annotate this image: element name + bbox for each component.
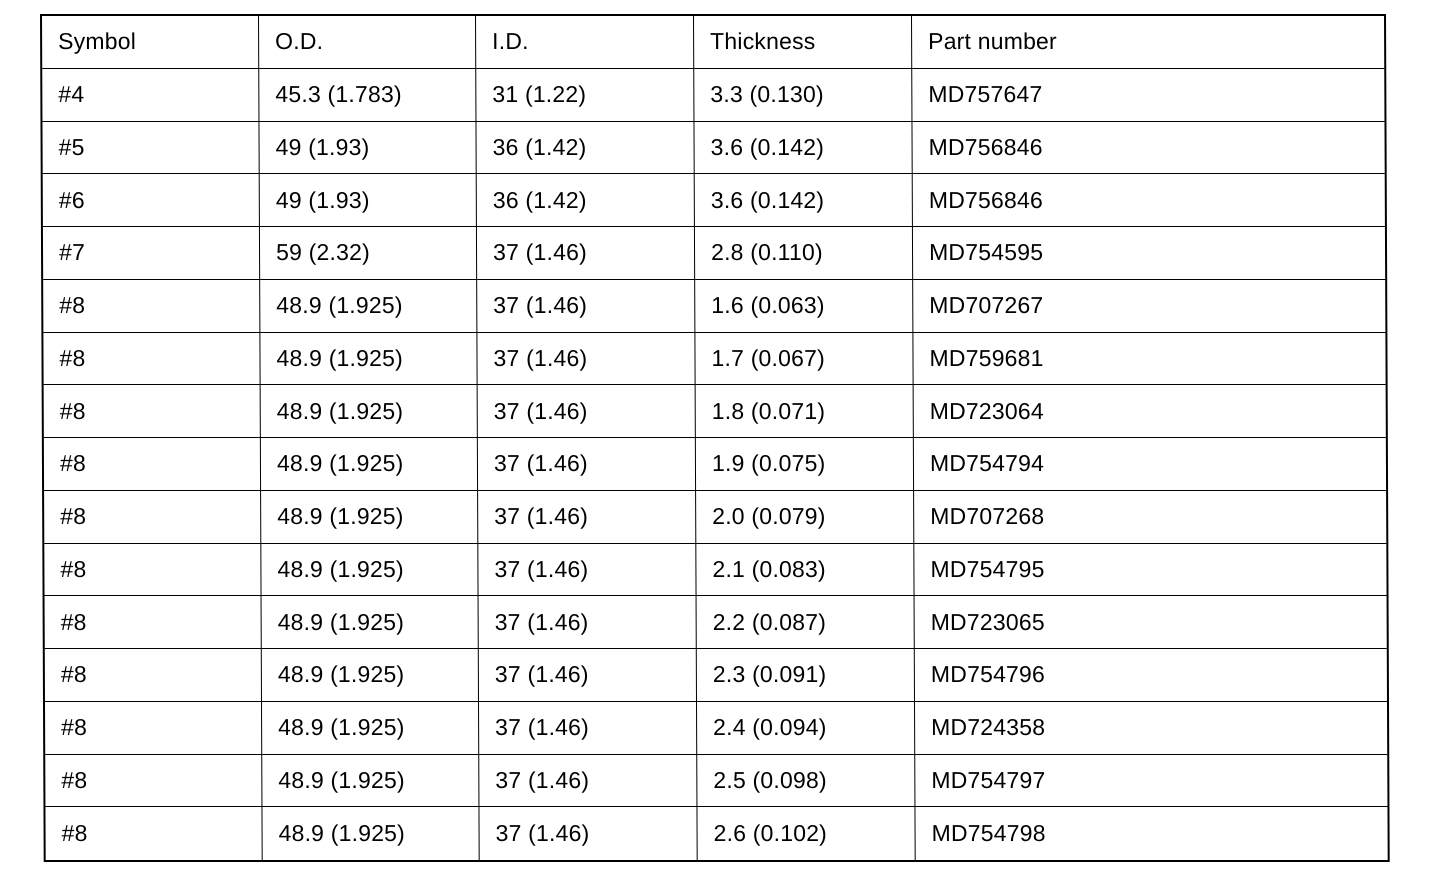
table-cell-id: 37 (1.46) [479, 596, 697, 649]
table-cell-od: 45.3 (1.783) [259, 69, 476, 122]
table-cell-part-number: MD759681 [913, 333, 1385, 386]
column-header-od: O.D. [259, 16, 476, 69]
table-cell-part-number: MD756846 [913, 174, 1385, 227]
table-cell-od: 48.9 (1.925) [261, 491, 478, 544]
table-cell-symbol: #8 [43, 280, 260, 333]
table-cell-thickness: 2.5 (0.098) [697, 755, 915, 808]
column-header-part-number: Part number [912, 16, 1384, 69]
table-cell-symbol: #8 [44, 544, 261, 597]
table-cell-part-number: MD754797 [915, 755, 1387, 808]
table-cell-od: 48.9 (1.925) [262, 807, 479, 860]
table-cell-thickness: 1.8 (0.071) [696, 385, 914, 438]
table-cell-od: 59 (2.32) [260, 227, 477, 280]
column-header-symbol: Symbol [42, 16, 259, 69]
table-cell-od: 48.9 (1.925) [260, 280, 477, 333]
table-cell-od: 48.9 (1.925) [262, 755, 479, 808]
table-cell-od: 49 (1.93) [259, 122, 476, 175]
table-cell-symbol: #6 [43, 174, 260, 227]
table-cell-thickness: 2.6 (0.102) [697, 807, 915, 860]
table-cell-symbol: #8 [44, 438, 261, 491]
table-cell-od: 48.9 (1.925) [262, 649, 479, 702]
table-cell-id: 37 (1.46) [479, 755, 697, 808]
table-cell-thickness: 3.6 (0.142) [695, 174, 913, 227]
table-cell-thickness: 1.9 (0.075) [696, 438, 914, 491]
table-cell-symbol: #8 [43, 333, 260, 386]
table-cell-part-number: MD756846 [912, 122, 1384, 175]
table-cell-thickness: 3.6 (0.142) [694, 122, 912, 175]
table-cell-part-number: MD754794 [914, 438, 1386, 491]
table-cell-symbol: #8 [45, 702, 262, 755]
table-cell-od: 48.9 (1.925) [261, 385, 478, 438]
table-cell-symbol: #7 [43, 227, 260, 280]
table-cell-id: 37 (1.46) [479, 702, 697, 755]
table-cell-part-number: MD723065 [915, 596, 1387, 649]
table-cell-od: 49 (1.93) [260, 174, 477, 227]
column-header-id: I.D. [476, 16, 694, 69]
table-cell-part-number: MD757647 [912, 69, 1384, 122]
table-cell-part-number: MD707267 [913, 280, 1385, 333]
table-cell-id: 36 (1.42) [477, 174, 695, 227]
table-cell-symbol: #8 [45, 649, 262, 702]
table-cell-symbol: #8 [44, 491, 261, 544]
table-cell-thickness: 2.4 (0.094) [697, 702, 915, 755]
table-cell-id: 37 (1.46) [478, 491, 696, 544]
table-cell-id: 36 (1.42) [476, 122, 694, 175]
table-cell-symbol: #8 [45, 755, 262, 808]
table-cell-od: 48.9 (1.925) [261, 544, 478, 597]
table-cell-part-number: MD754798 [931, 820, 1046, 847]
table-cell-part-number: MD754595 [913, 227, 1385, 280]
table-cell-symbol: #8 [45, 596, 262, 649]
table-cell-part-number: MD723064 [914, 385, 1386, 438]
table-cell-id: 37 (1.46) [479, 807, 697, 860]
table-cell-part-number: MD707268 [914, 491, 1386, 544]
table-cell-thickness: 1.7 (0.067) [695, 333, 913, 386]
table-cell-part-number: MD754796 [915, 649, 1387, 702]
table-cell-id: 37 (1.46) [479, 649, 697, 702]
table-cell-symbol: #8 [44, 385, 261, 438]
table-cell-od: 48.9 (1.925) [262, 596, 479, 649]
parts-table [40, 14, 1390, 862]
table-cell-id: 37 (1.46) [478, 544, 696, 597]
table-cell-thickness: 2.8 (0.110) [695, 227, 913, 280]
table-cell-od: 48.9 (1.925) [261, 438, 478, 491]
table-cell-part-number: MD754795 [914, 544, 1386, 597]
table-cell-thickness: 2.3 (0.091) [697, 649, 915, 702]
column-header-thickness: Thickness [694, 16, 912, 69]
table-cell-od: 48.9 (1.925) [260, 333, 477, 386]
table-cell-thickness: 2.1 (0.083) [696, 544, 914, 597]
table-cell-thickness: 3.3 (0.130) [694, 69, 912, 122]
table-cell-id: 31 (1.22) [476, 69, 694, 122]
table-cell-id: 37 (1.46) [477, 333, 695, 386]
table-cell-id: 37 (1.46) [477, 227, 695, 280]
table-cell-od: 48.9 (1.925) [262, 702, 479, 755]
table-cell-symbol: #8 [45, 807, 262, 860]
table-cell-symbol: #4 [42, 69, 259, 122]
table-cell-id: 37 (1.46) [478, 385, 696, 438]
table-cell-id: 37 (1.46) [477, 280, 695, 333]
table-cell-symbol: #5 [42, 122, 259, 175]
table-cell-thickness: 1.6 (0.063) [695, 280, 913, 333]
table-cell-thickness: 2.2 (0.087) [697, 596, 915, 649]
table-cell-thickness: 2.0 (0.079) [696, 491, 914, 544]
table-cell-part-number: MD724358 [915, 702, 1387, 755]
table-cell-id: 37 (1.46) [478, 438, 696, 491]
